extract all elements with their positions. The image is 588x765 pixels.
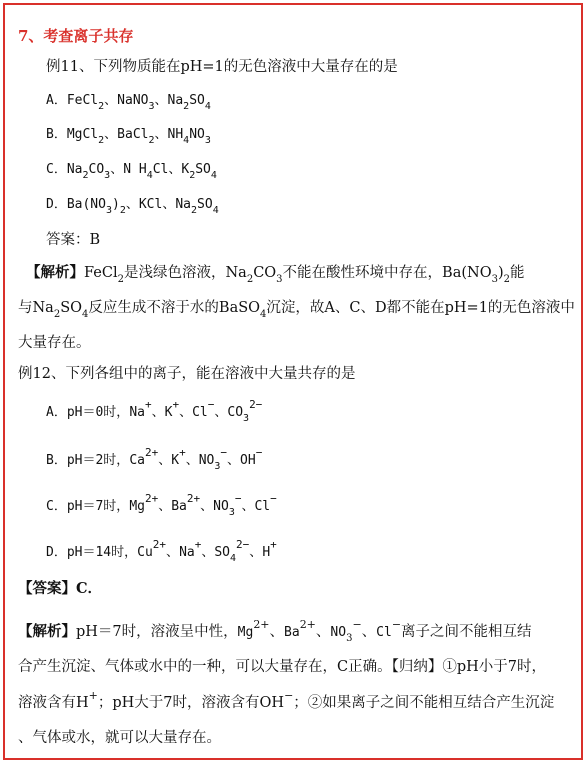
example11-option-a: A．FeCl$_2$、NaNO$_3$、$Na_2SO_4$ xyxy=(46,93,211,112)
example12-option-a: A．pH＝0时，Na+、K+、Cl−、$CO_3^{2-}$ xyxy=(46,398,263,424)
example12-analysis-line1: 【解析】pH＝7时，溶液呈中性，$Mg^{2+}$、$Ba^{2+}$、$NO_3^-$、Cl−离子之间不能相互结 xyxy=(18,618,532,644)
example12-option-b: B．pH＝2时，$Ca^{2+}$、K+、$NO_3^-$、OH− xyxy=(46,446,263,472)
section-title: 7、考查离子共存 xyxy=(18,27,134,45)
example12-question: 例12、下列各组中的离子，能在溶液中大量共存的是 xyxy=(18,366,356,382)
example12-answer: 【答案】C． xyxy=(18,580,103,597)
example11-question: 例11、下列物质能在pH=1的无色溶液中大量存在的是 xyxy=(46,59,398,75)
example11-analysis-line2: 与$Na_2SO_4$反应生成不溶于水的BaSO$_4$沉淀，故A、C、D都不能在pH=1的无色溶液中 xyxy=(18,300,575,320)
example11-option-d: D．$Ba(NO_3)_2$、KCl、$Na_2SO_4$ xyxy=(46,197,219,216)
example11-answer: 答案：B xyxy=(46,232,101,248)
example12-analysis-line4: 、气体或水，就可以大量存在。 xyxy=(18,730,221,746)
example11-analysis-line3: 大量存在。 xyxy=(18,335,91,351)
example12-option-d: D．pH＝14时，$Cu^{2+}$、Na+、$SO_4^{2-}$、H+ xyxy=(46,538,277,564)
example11-option-c: C．$Na_2CO_3$、N $H_4Cl$、$K_2SO_4$ xyxy=(46,162,217,181)
example12-option-c: C．pH＝7时，$Mg^{2+}$、$Ba^{2+}$、$NO_3^-$、Cl− xyxy=(46,492,277,518)
example12-analysis-line3: 溶液含有H+；pH大于7时，溶液含有OH−；②如果离子之间不能相互结合产生沉淀 xyxy=(18,689,555,711)
example11-option-b: B．MgCl$_2$、BaCl$_2$、$NH_4NO_3$ xyxy=(46,127,211,146)
example12-analysis-line2: 合产生沉淀、气体或水中的一种，可以大量存在，C正确。【归纳】①pH小于7时， xyxy=(18,659,546,675)
example11-analysis-line1: 【解析】FeCl$_2$是浅绿色溶液，$Na_2CO_3$不能在酸性环境中存在，$Ba(NO_3)_2$能 xyxy=(26,264,525,285)
